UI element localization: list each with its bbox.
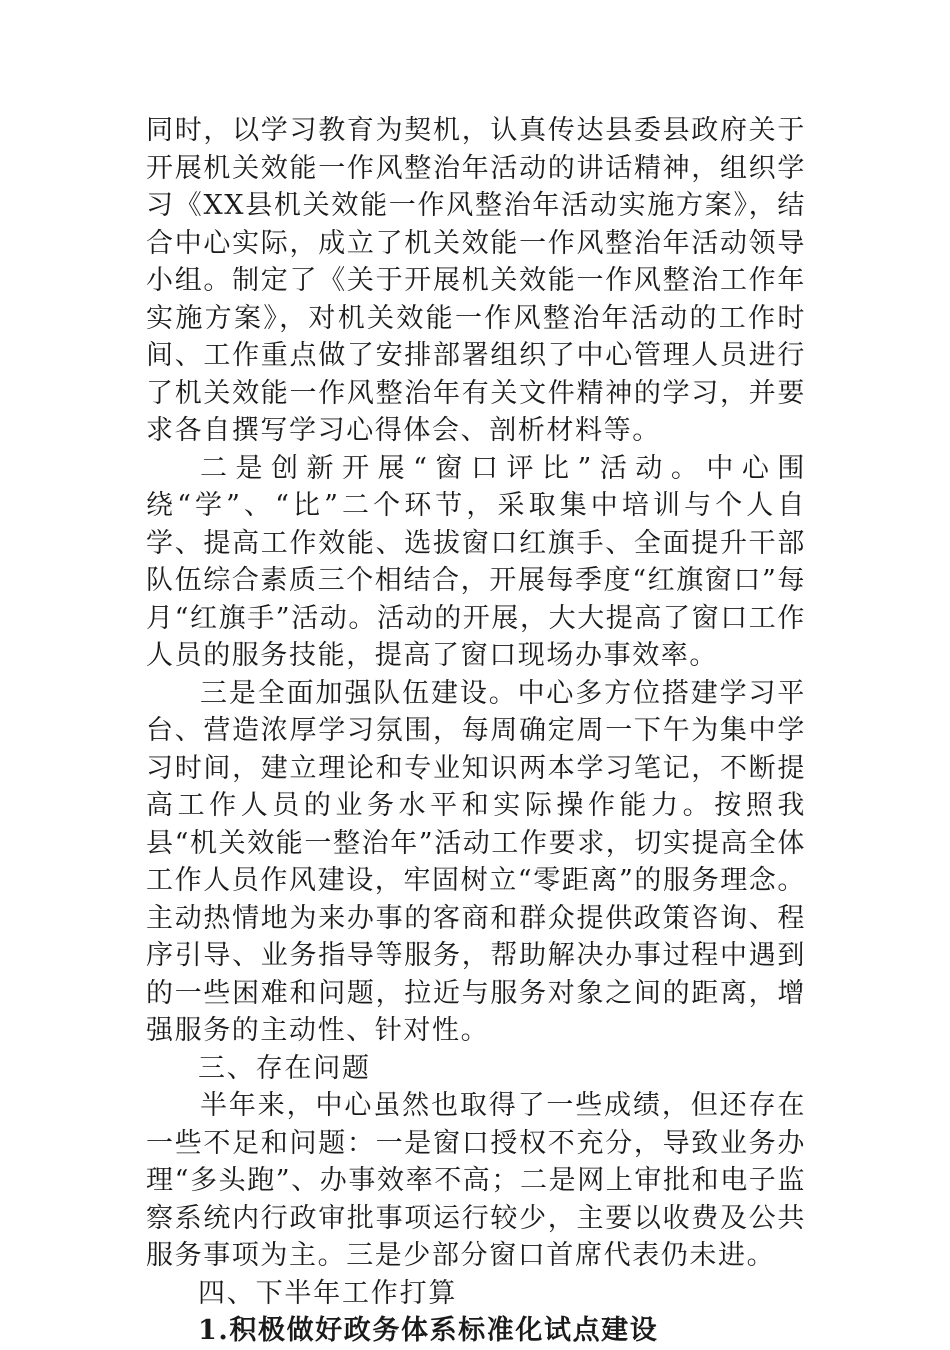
subheading-standardization-pilot: 1.积极做好政务体系标准化试点建设 — [198, 1315, 659, 1346]
paragraph-team-building: 三是全面加强队伍建设。中心多方位搭建学习平台、营造浓厚学习氛围，每周确定周一下午为集中学习时间，建立理论和专业知识两本学习笔记，不断提高工作人员的业务水平和实际操作能力。按照我县“机关效能一整治年”活动工作要求，切实提高全体工作人员作风建设，牢固树立“零距离”的服务理念。主动热情地为来办事的客商和群众提供政策咨询、程序引导、业务指导等服务，帮助解决办事过程中遇到的一些困难和问题，拉近与服务对象之间的距离，增强服务的主动性、针对性。 — [146, 677, 807, 1046]
paragraph-problems: 半年来，中心虽然也取得了一些成绩，但还存在一些不足和问题：一是窗口授权不充分，导致业务办理“多头跑”、办事效率不高；二是网上审批和电子监察系统内行政审批事项运行较少，主要以收费及公共服务事项为主。三是少部分窗口首席代表仍未进。 — [146, 1090, 807, 1271]
paragraph-study-education: 同时，以学习教育为契机，认真传达县委县政府关于开展机关效能一作风整治年活动的讲话精神，组织学习《XX县机关效能一作风整治年活动实施方案》，结合中心实际，成立了机关效能一作风整治年活动领导小组。制定了《关于开展机关效能一作风整治工作年实施方案》，对机关效能一作风整治年活动的工作时间、工作重点做了安排部署组织了中心管理人员进行了机关效能一作风整治年有关文件精神的学习，并要求各自撰写学习心得体会、剖析材料等。 — [146, 115, 806, 446]
document-page — [146, 112, 806, 1350]
paragraph-window-evaluation: 二是创新开展“窗口评比”活动。中心围绕“学”、“比”二个环节，采取集中培训与个人自学、提高工作效能、选拔窗口红旗手、全面提升干部队伍综合素质三个相结合，开展每季度“红旗窗口”每月“红旗手”活动。活动的开展，大大提高了窗口工作人员的服务技能，提高了窗口现场办事效率。 — [146, 452, 807, 671]
section-heading-second-half-plan: 四、下半年工作打算 — [198, 1277, 458, 1309]
section-heading-existing-problems: 三、存在问题 — [198, 1052, 371, 1084]
